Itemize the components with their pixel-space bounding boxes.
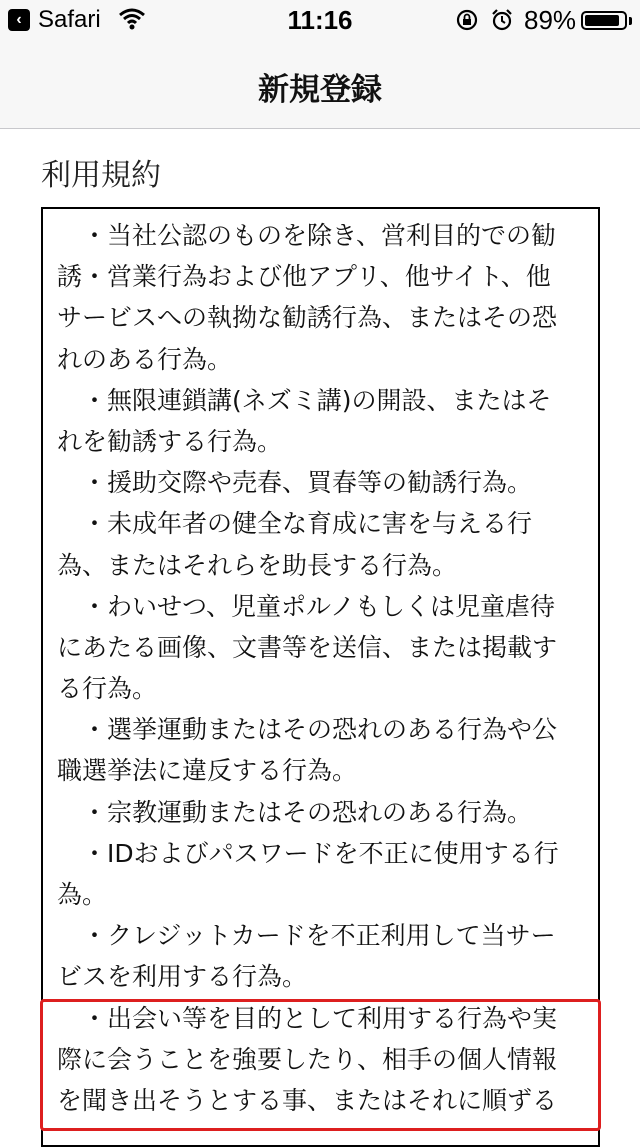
terms-line: 職選挙法に違反する行為。 [57,756,358,786]
clock: 11:16 [287,5,353,35]
terms-line: サービスへの執拗な勧誘行為、またはその恐 [57,303,558,333]
orientation-lock-icon [455,8,479,32]
page-title: 新規登録 [258,72,382,108]
terms-line: ・無限連鎖講(ネズミ講)の開設、またはそ [57,385,552,415]
terms-line: ・クレジットカードを不正利用して当サー [57,921,556,951]
highlight-annotation [40,999,601,1131]
back-arrow-icon[interactable]: ‹ [8,9,30,31]
battery-percent: 89% [524,5,577,35]
battery-icon [581,11,627,30]
terms-line: ・援助交際や売春、買春等の勧誘行為。 [57,468,533,498]
battery-cap [629,17,632,25]
terms-line: れを勧誘する行為。 [57,426,283,456]
terms-line: る行為。 [57,674,158,704]
back-app-label[interactable]: Safari [38,6,101,33]
terms-line: ・当社公認のものを除き、営利目的での勧 [57,221,557,250]
terms-line: ビスを利用する行為。 [57,962,308,992]
terms-line: れのある行為。 [57,344,233,374]
terms-line: にあたる画像、文書等を送信、または掲載す [57,632,558,662]
terms-line: を聞き出そうとする事、またはそれに順ずる [57,1085,558,1115]
alarm-icon [490,8,514,32]
terms-line: ・出会い等を目的として利用する行為や実 [57,1003,558,1033]
terms-text [57,215,589,1121]
status-bar [0,0,640,40]
terms-heading: 利用規約 [41,158,161,193]
terms-line: 為。 [57,880,108,909]
terms-line: ・選挙運動またはその恐れのある行為や公 [57,715,558,745]
terms-line: 為、またはそれらを助長する行為。 [57,550,458,580]
battery-level-fill [585,15,619,26]
terms-line: ・IDおよびパスワードを不正に使用する行 [57,838,559,868]
terms-line: 誘・営業行為および他アプリ、他サイト、他 [57,262,551,292]
terms-line: ・わいせつ、児童ポルノもしくは児童虐待 [57,591,556,621]
terms-line: 際に会うことを強要したり、相手の個人情報 [57,1044,558,1074]
navigation-bar [0,40,640,129]
terms-line: ・宗教運動またはその恐れのある行為。 [57,797,533,827]
terms-line: ・未成年者の健全な育成に害を与える行 [57,509,533,539]
